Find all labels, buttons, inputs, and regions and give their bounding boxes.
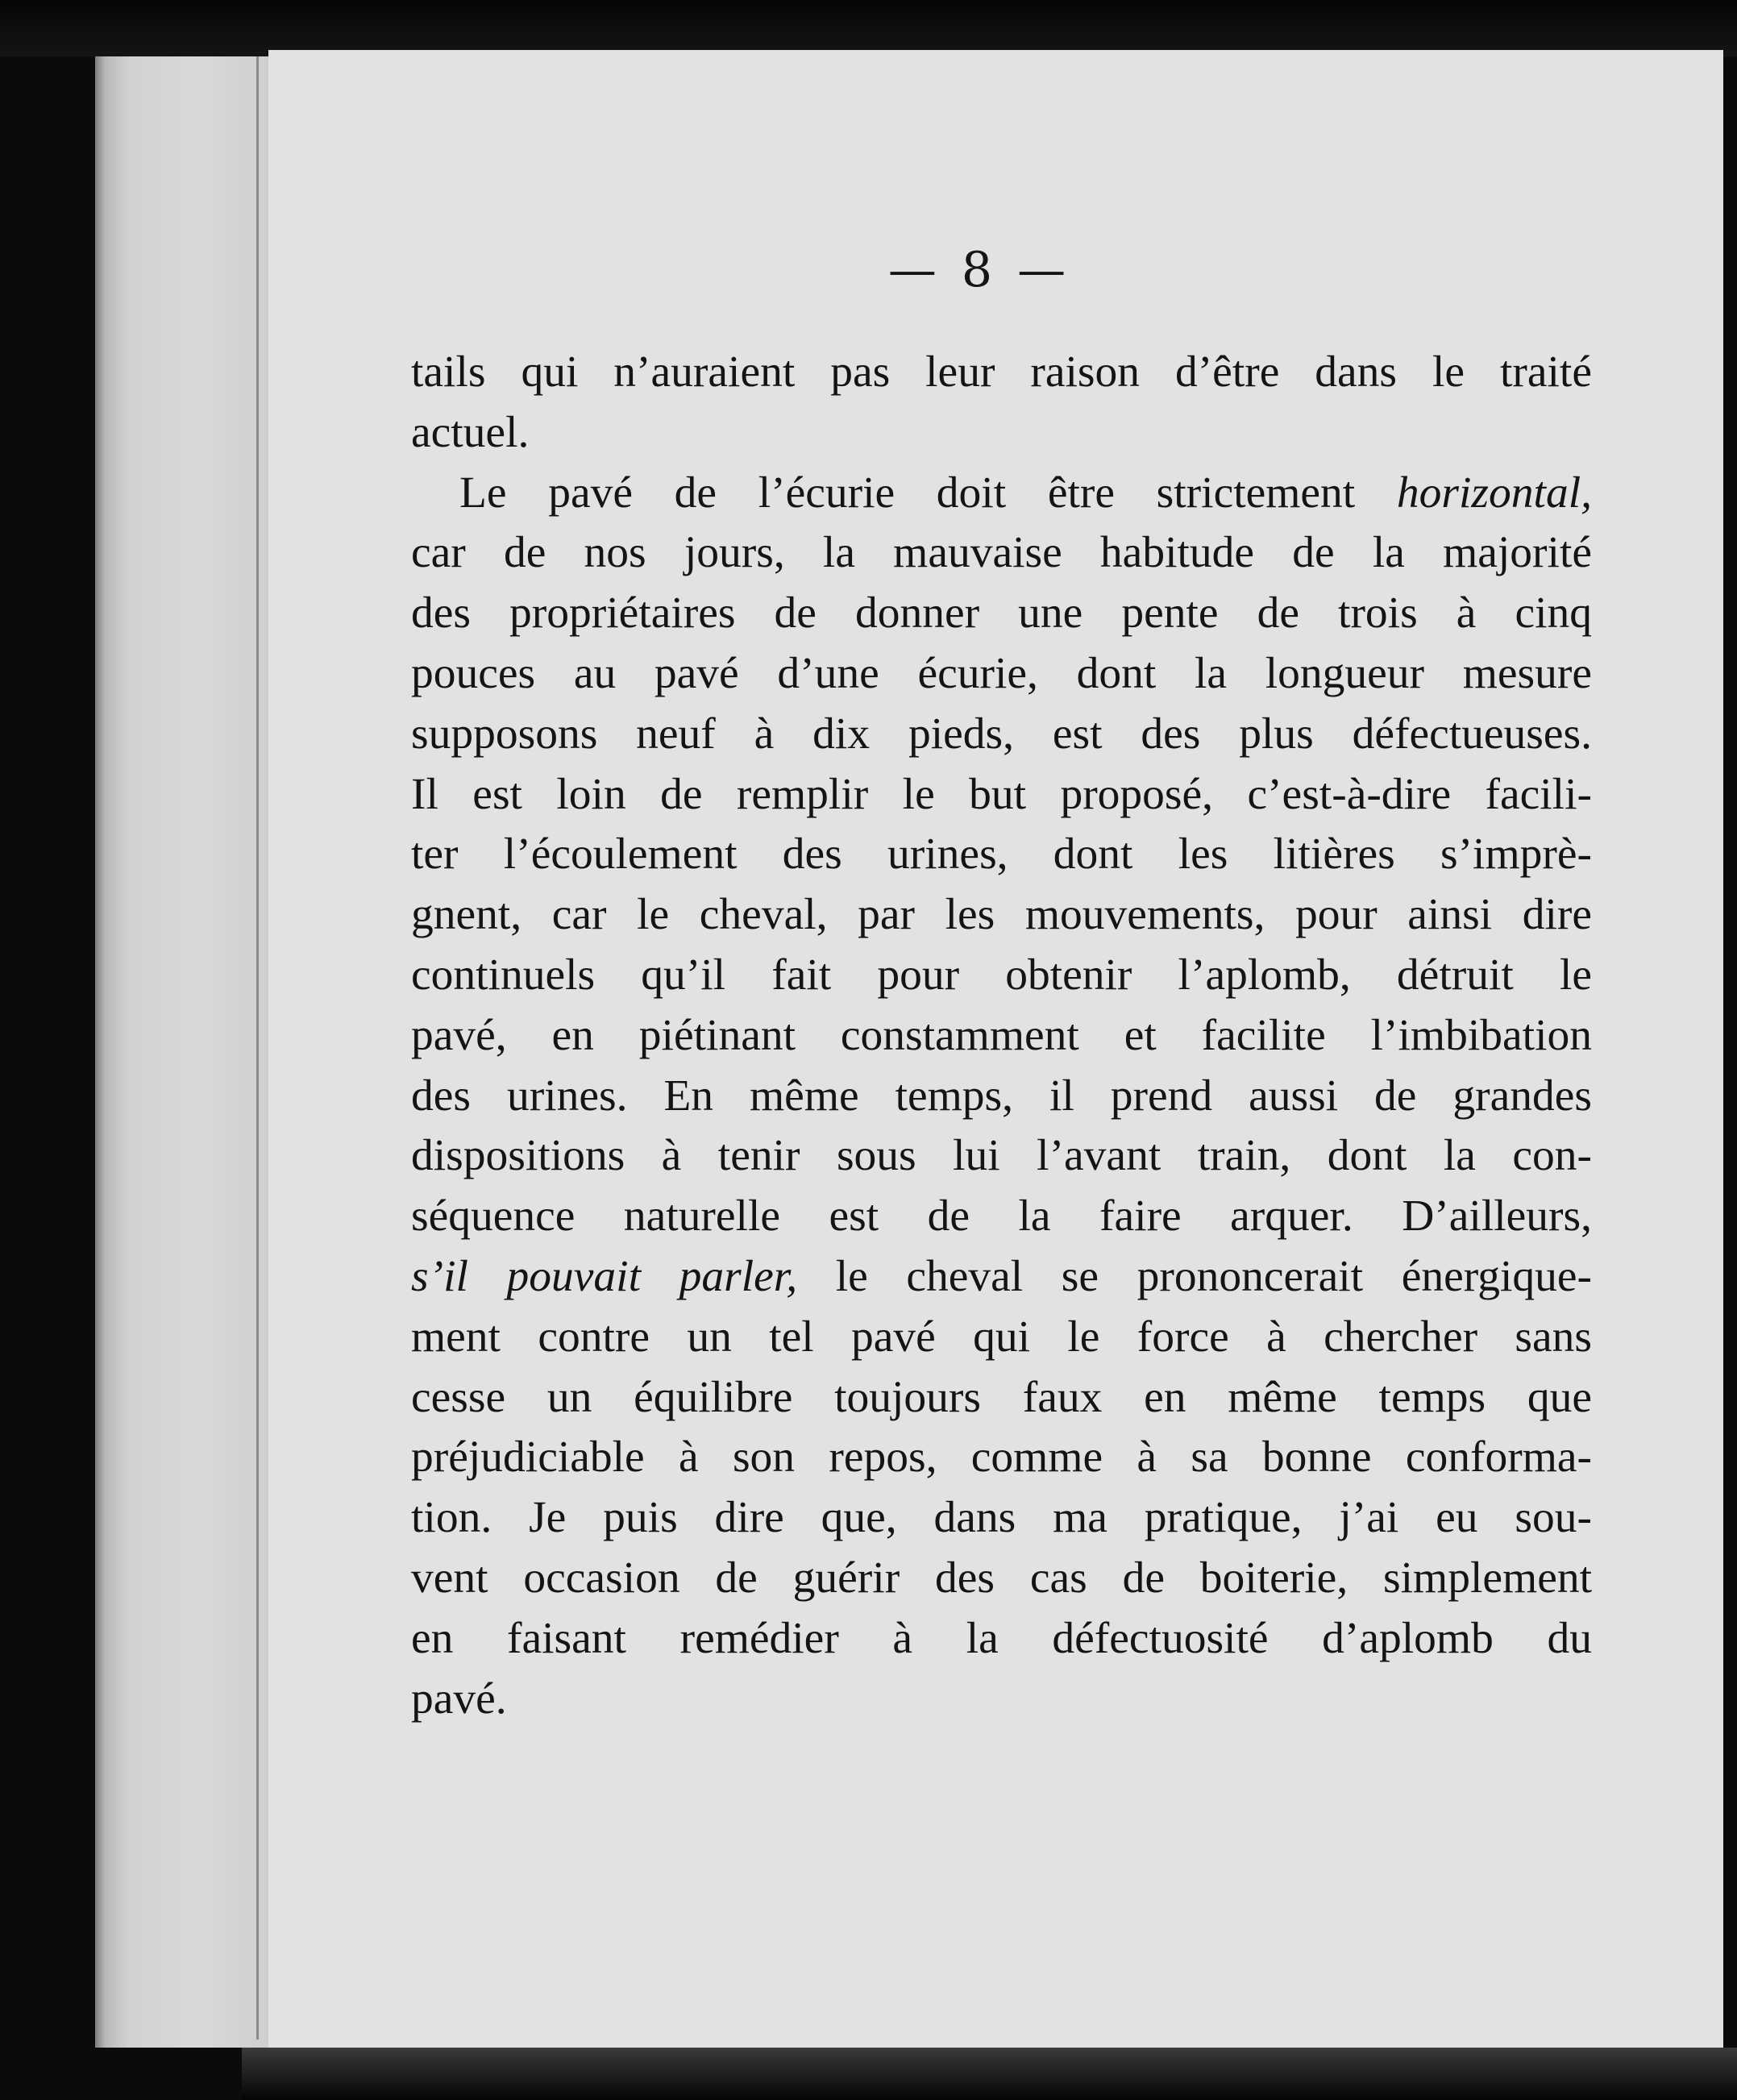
text-line-13: des urines. En même temps, il prend aussi de grandes <box>411 1071 1592 1121</box>
text-line-3 <box>411 464 1592 524</box>
text-line-15: séquence naturelle est de la faire arquer. D’ailleurs, <box>411 1191 1592 1241</box>
text-line-18: cesse un équilibre toujours faux en même temps que <box>411 1372 1592 1422</box>
text-line-23: pavé. <box>411 1674 507 1724</box>
text-line-8: Il est loin de remplir le but proposé, c’est-à-dire facili- <box>411 769 1592 819</box>
text-line-4: car de nos jours, la mauvaise habitude de la majorité <box>411 528 1592 578</box>
book-binding-strip <box>95 56 268 2048</box>
text-line-3-roman: Le pavé de l’écurie doit être strictement <box>459 468 1397 518</box>
text-line-16-roman: le cheval se prononcerait énergique- <box>797 1251 1592 1301</box>
text-line-6: pouces au pavé d’une écurie, dont la longueur mesure <box>411 648 1592 698</box>
text-line-12: pavé, en piétinant constamment et facilite l’imbibation <box>411 1010 1592 1060</box>
italic-phrase-sil-pouvait-parler: s’il pouvait parler, <box>411 1251 798 1301</box>
text-line-21: vent occasion de guérir des cas de boiterie, simplement <box>411 1553 1592 1603</box>
text-line-1: tails qui n’auraient pas leur raison d’être dans le traité <box>411 347 1592 397</box>
text-line-17: ment contre un tel pavé qui le force à chercher sans <box>411 1312 1592 1362</box>
text-line-11: continuels qu’il fait pour obtenir l’aplomb, détruit le <box>411 950 1592 1000</box>
text-line-5: des propriétaires de donner une pente de trois à cinq <box>411 588 1592 638</box>
text-line-7: supposons neuf à dix pieds, est des plus défectueuses. <box>411 709 1592 759</box>
text-line-10: gnent, car le cheval, par les mouvements, pour ainsi dire <box>411 890 1592 940</box>
italic-word-horizontal: horizontal, <box>1396 468 1592 518</box>
text-line-16 <box>411 1247 1592 1308</box>
body-text <box>411 343 1592 1729</box>
page-number: — 8 — <box>887 242 1071 298</box>
text-line-9: ter l’écoulement des urines, dont les litières s’imprè- <box>411 830 1592 880</box>
text-line-2: actuel. <box>411 407 530 457</box>
text-line-14: dispositions à tenir sous lui l’avant train, dont la con- <box>411 1131 1592 1181</box>
text-line-20: tion. Je puis dire que, dans ma pratique, j’ai eu sou- <box>411 1493 1592 1543</box>
text-line-19: préjudiciable à son repos, comme à sa bonne conforma- <box>411 1433 1592 1482</box>
scan-top-border <box>0 0 1737 56</box>
text-line-22: en faisant remédier à la défectuosité d’aplomb du <box>411 1613 1592 1663</box>
scan-bottom-border <box>242 2048 1737 2100</box>
binding-fold-line <box>256 56 259 2040</box>
